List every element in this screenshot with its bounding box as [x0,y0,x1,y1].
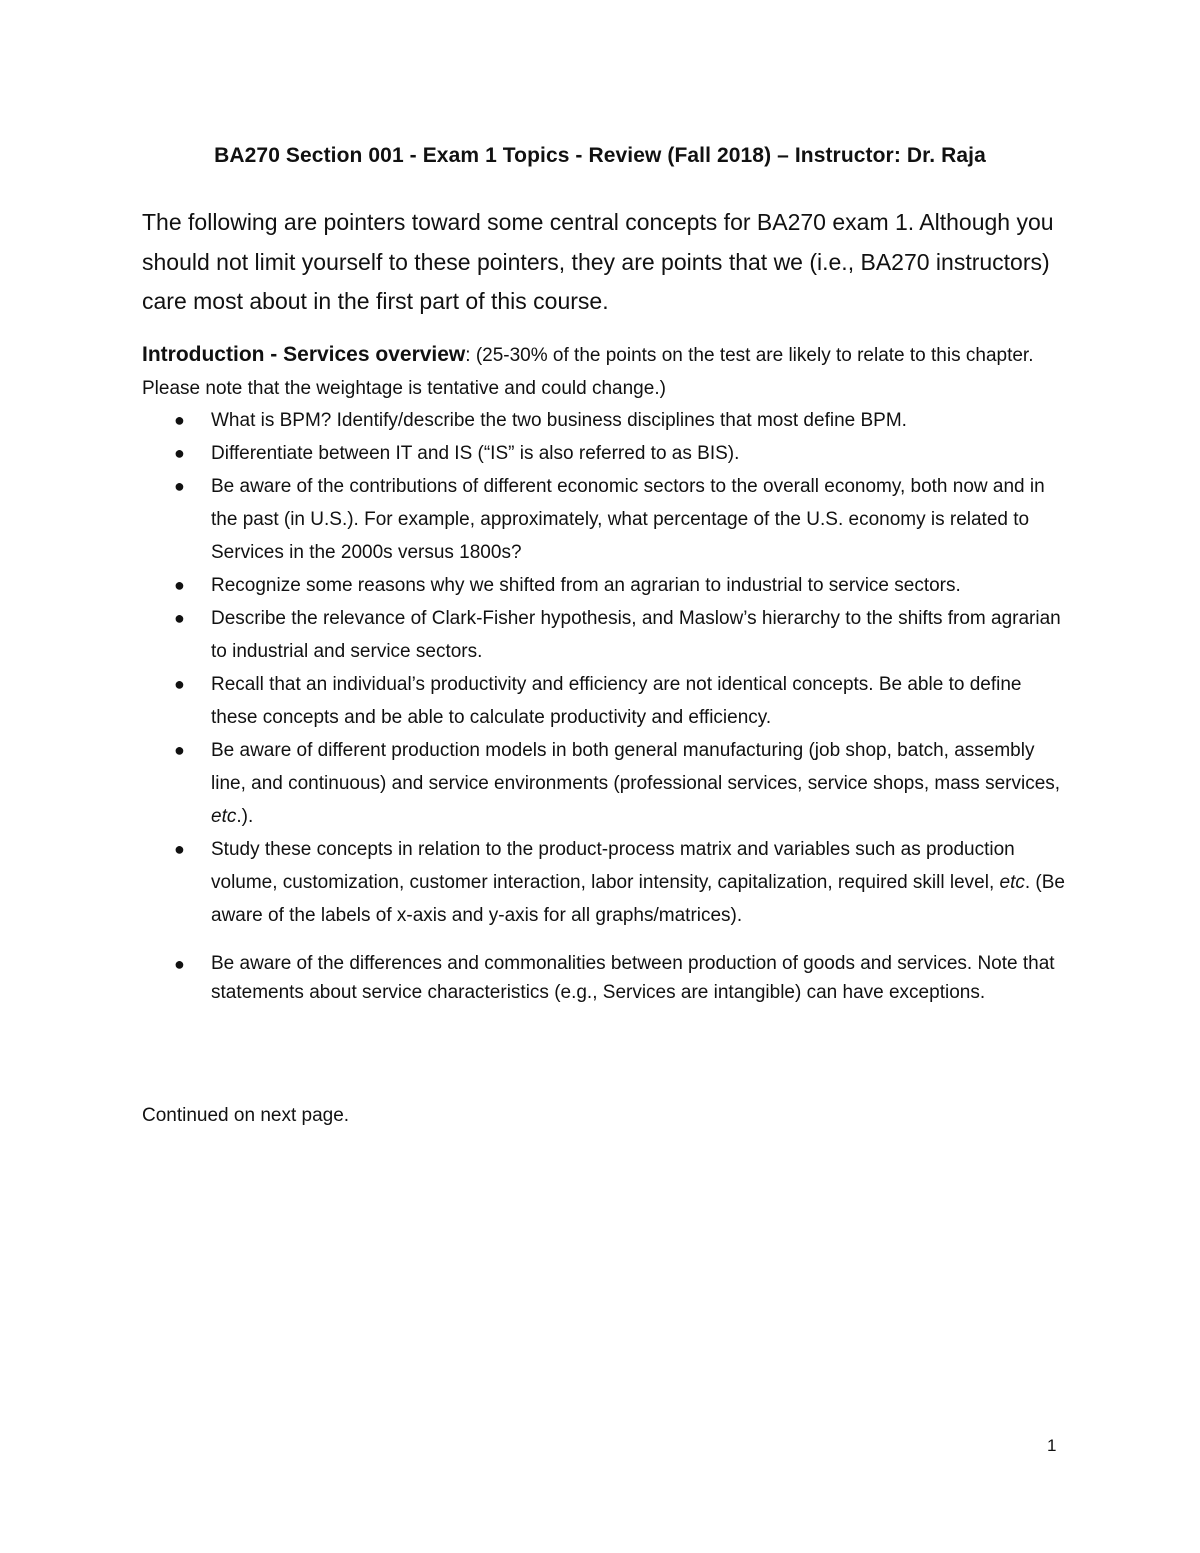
topic-text-italic: etc [999,872,1025,893]
bullet-icon: ● [174,443,185,463]
topic-text: Recognize some reasons why we shifted from an agrarian to industrial to service sectors. [211,575,961,596]
list-item [142,668,1072,734]
bullet-icon: ● [174,954,185,974]
section-heading: Introduction - Services overview [142,343,466,366]
topic-text: Be aware of the differences and commonalities between production of goods and services. Note that statements about service characteristics (e.g., Services are intangible) can have exceptions. [211,953,1055,1003]
list-item [142,569,1072,602]
list-item [142,470,1072,569]
topic-text-italic: etc [211,806,237,827]
topic-text: What is BPM? Identify/describe the two business disciplines that most define BPM. [211,410,907,431]
topic-text: Recall that an individual’s productivity and efficiency are not identical concepts. Be able to define these concepts and be able to calculate productivity and efficiency. [211,674,1022,728]
list-item [142,950,1072,1007]
topic-text-after: .). [236,806,254,827]
page-title: BA270 Section 001 - Exam 1 Topics - Review (Fall 2018) – Instructor: Dr. Raja [214,144,986,167]
section-intro [142,338,1072,405]
bullet-icon: ● [174,674,185,694]
list-item [142,404,1072,437]
topic-text: Differentiate between IT and IS (“IS” is also referred to as BIS). [211,443,740,464]
section-note: : (25-30% of the points on the test are likely to relate to this chapter. Please note that the weightage is tentative and could change.) [142,345,1034,399]
list-item [142,833,1072,932]
bullet-icon: ● [174,476,185,496]
bullet-icon: ● [174,839,185,859]
topic-text-before: Study these concepts in relation to the product-process matrix and variables such as production volume, customization, customer interaction, labor intensity, capitalization, required skill level, [211,839,1015,893]
continued-note: Continued on next page. [142,1105,350,1126]
intro-paragraph: The following are pointers toward some central concepts for BA270 exam 1. Although you should not limit yourself to these pointers, they are points that we (i.e., BA270 instructors) care most about in the first part of this course. [142,209,1054,314]
list-item [142,734,1072,833]
topic-text-after: . (Be aware of the labels of x-axis and y-axis for all graphs/matrices). [211,872,1065,926]
page-number: 1 [1047,1436,1057,1455]
topic-text: Be aware of the contributions of different economic sectors to the overall economy, both now and in the past (in U.S.). For example, approximately, what percentage of the U.S. economy is related to Services in the 2000s versus 1800s? [211,476,1045,563]
bullet-icon: ● [174,575,185,595]
bullet-icon: ● [174,410,185,430]
topic-list [142,404,1072,1007]
topic-text-before: Be aware of different production models in both general manufacturing (job shop, batch, assembly line, and continuous) and service environments (professional services, service shops, mass services, [211,740,1061,794]
list-item [142,437,1072,470]
topic-text: Describe the relevance of Clark-Fisher hypothesis, and Maslow’s hierarchy to the shifts from agrarian to industrial and service sectors. [211,608,1061,662]
bullet-icon: ● [174,608,185,628]
bullet-icon: ● [174,740,185,760]
list-item [142,602,1072,668]
